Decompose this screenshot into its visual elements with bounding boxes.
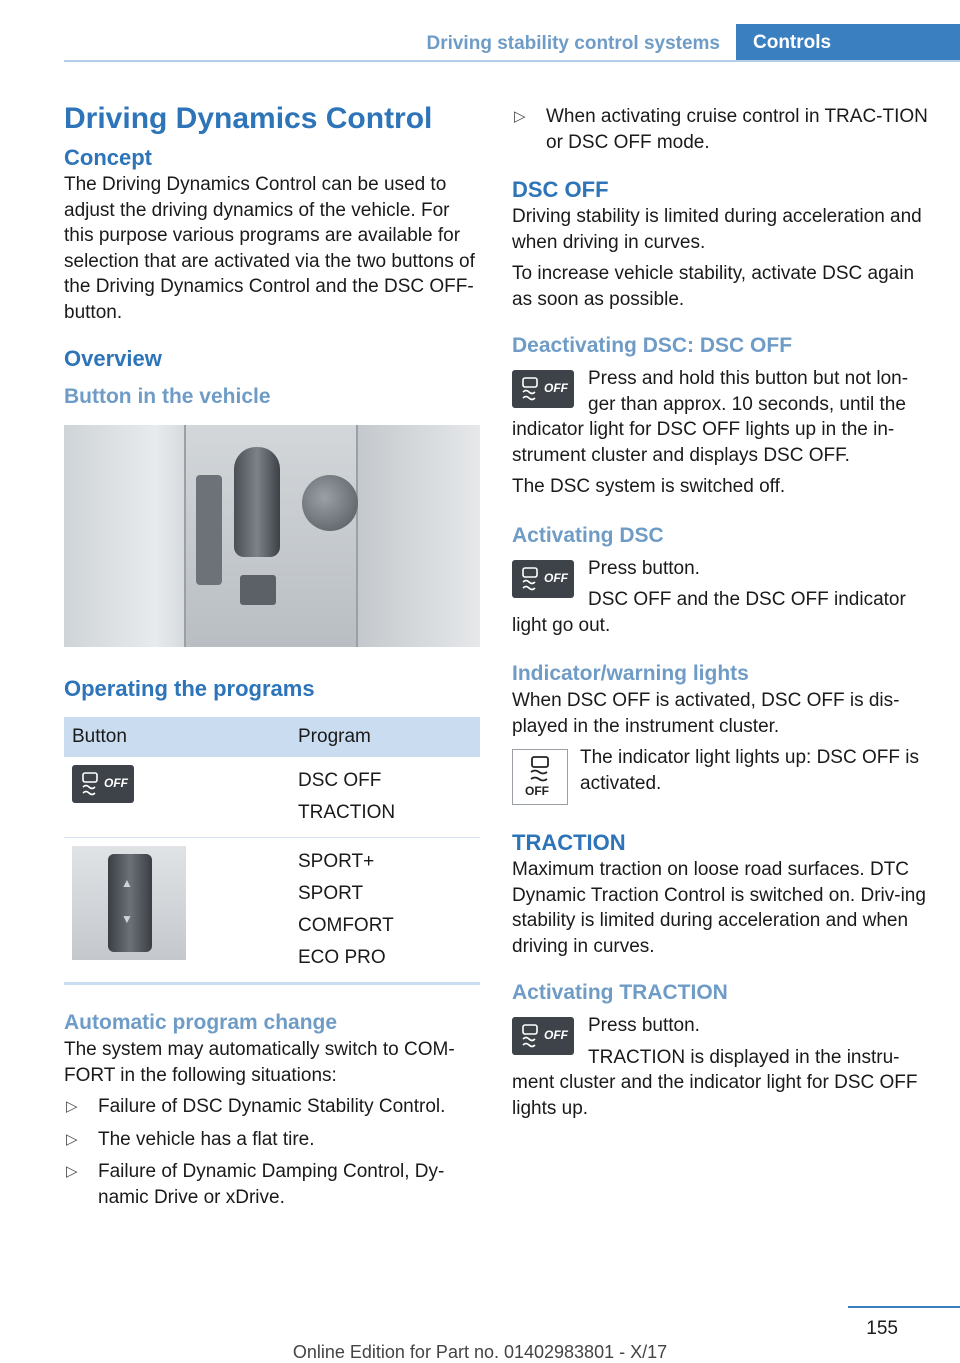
auto-change-heading: Automatic program change — [64, 1011, 338, 1034]
console-buttons-image-part — [196, 475, 222, 585]
program-sport-plus: SPORT+ — [298, 851, 375, 872]
operating-heading: Operating the programs — [64, 676, 315, 701]
off-label: OFF — [525, 784, 549, 798]
indicator-text-1: When DSC OFF is activated, DSC OFF is dis‐played in the instrument cluster. — [512, 690, 900, 737]
program-comfort: COMFORT — [298, 915, 394, 936]
dsc-off-heading: DSC OFF — [512, 177, 609, 202]
table-cell-button — [64, 838, 290, 984]
concept-text: The Driving Dynamics Control can be used to adjust the driving dynamics of the vehicle. For this purpose various programs are available for selection that are activated via the two buttons of the Driving Dynamics Control and the DSC OFF-button. — [64, 174, 475, 323]
activating-traction-heading: Activating TRACTION — [512, 981, 728, 1004]
arrow-up-icon: ▲ — [121, 876, 133, 890]
cruise-list — [512, 104, 928, 155]
dsc-off-indicator-icon — [512, 749, 568, 805]
off-label: OFF — [544, 570, 568, 585]
page-number: 155 — [866, 1318, 898, 1339]
off-label: OFF — [544, 1028, 568, 1042]
skidding-car-icon — [520, 566, 540, 592]
deactivating-text-2: The DSC system is switched off. — [512, 476, 786, 497]
table-header-button: Button — [64, 717, 290, 757]
auto-change-text: The system may automatically switch to COM‐FORT in the following situations: — [64, 1039, 455, 1086]
program-eco-pro: ECO PRO — [298, 947, 386, 968]
concept-heading: Concept — [64, 145, 152, 170]
deactivating-heading: Deactivating DSC: DSC OFF — [512, 334, 793, 357]
traction-heading: TRACTION — [512, 830, 626, 855]
activating-dsc-text-2: DSC OFF and the DSC OFF indicator light go out. — [512, 589, 906, 636]
indicator-heading: Indicator/warning lights — [512, 662, 749, 685]
right-column — [512, 104, 928, 1121]
table-header-program: Program — [290, 717, 480, 757]
list-item — [64, 1127, 480, 1153]
table-cell-program — [290, 838, 480, 984]
activating-dsc-heading: Activating DSC — [512, 523, 664, 547]
program-sport: SPORT — [298, 883, 364, 904]
dsc-off-button-icon — [72, 765, 134, 803]
triangle-bullet-icon: ▷ — [66, 1163, 78, 1180]
dsc-off-button-icon — [512, 1017, 574, 1055]
activating-traction-text-2: TRACTION is displayed in the instru‐ment cluster and the indicator light for DSC OFF lights up. — [512, 1046, 918, 1119]
list-item — [64, 1094, 480, 1120]
center-console-photo — [64, 425, 480, 647]
table-header-row — [64, 717, 480, 757]
rocker-body — [108, 854, 152, 952]
header-rule — [64, 60, 960, 62]
program-dsc-off: DSC OFF — [298, 770, 382, 791]
overview-heading: Overview — [64, 346, 162, 371]
header-section-title: Driving stability control systems — [426, 33, 720, 54]
table-row — [64, 838, 480, 984]
program-traction: TRACTION — [298, 802, 396, 823]
table-row — [64, 757, 480, 838]
off-label: OFF — [544, 381, 568, 395]
arrow-down-icon: ▼ — [121, 912, 133, 926]
list-item — [512, 104, 928, 155]
auto-change-list — [64, 1094, 480, 1210]
list-item-text: Failure of DSC Dynamic Stability Control. — [98, 1096, 446, 1117]
triangle-bullet-icon: ▷ — [66, 1130, 78, 1148]
dsc-off-button-icon — [512, 560, 574, 598]
dsc-off-button-icon — [512, 370, 574, 408]
table-cell-program — [290, 757, 480, 838]
park-button-image-part — [240, 575, 276, 605]
page-title: Driving Dynamics Control — [64, 102, 433, 135]
list-item-text: Failure of Dynamic Damping Control, Dy‐namic Drive or xDrive. — [98, 1161, 445, 1208]
skidding-car-icon — [520, 1023, 540, 1049]
controller-knob-image-part — [302, 475, 358, 531]
list-item-text: The vehicle has a flat tire. — [98, 1128, 315, 1150]
list-item — [64, 1159, 480, 1210]
skidding-car-icon — [528, 755, 552, 783]
deactivating-text-1: Press and hold this button but not lon‐ger than approx. 10 seconds, until the indicator light for DSC OFF lights up in the in‐strument cluster and displays DSC OFF. — [512, 368, 909, 466]
dsc-off-text-2: To increase vehicle stability, activate DSC again as soon as possible. — [512, 263, 915, 310]
off-label: OFF — [104, 776, 128, 790]
footer-rule — [848, 1306, 960, 1308]
header-tab-controls[interactable]: Controls — [736, 24, 960, 62]
triangle-bullet-icon: ▷ — [514, 108, 526, 125]
button-heading: Button in the vehicle — [64, 385, 271, 408]
triangle-bullet-icon: ▷ — [66, 1098, 78, 1115]
left-column — [64, 100, 480, 1217]
traction-text: Maximum traction on loose road surfaces. DTC Dynamic Traction Control is switched on. Driv‐ing stability is limited during acceleration and when driving in curves. — [512, 859, 926, 957]
activating-traction-text-1: Press button. — [588, 1015, 700, 1036]
driving-dynamics-rocker-switch-icon — [72, 846, 186, 960]
programs-table — [64, 717, 480, 985]
skidding-car-icon — [520, 376, 540, 402]
gear-lever-image-part — [234, 447, 280, 557]
table-cell-button — [64, 757, 290, 838]
page-header — [64, 24, 960, 62]
edition-note: Online Edition for Part no. 01402983801 - X/17 — [292, 1342, 668, 1362]
skidding-car-icon — [80, 771, 100, 797]
dsc-off-text-1: Driving stability is limited during acceleration and when driving in curves. — [512, 206, 922, 253]
indicator-text-2: The indicator light lights up: DSC OFF is activated. — [580, 747, 919, 794]
activating-dsc-text-1: Press button. — [588, 557, 700, 579]
list-item-text: When activating cruise control in TRAC‐TION or DSC OFF mode. — [546, 106, 928, 153]
